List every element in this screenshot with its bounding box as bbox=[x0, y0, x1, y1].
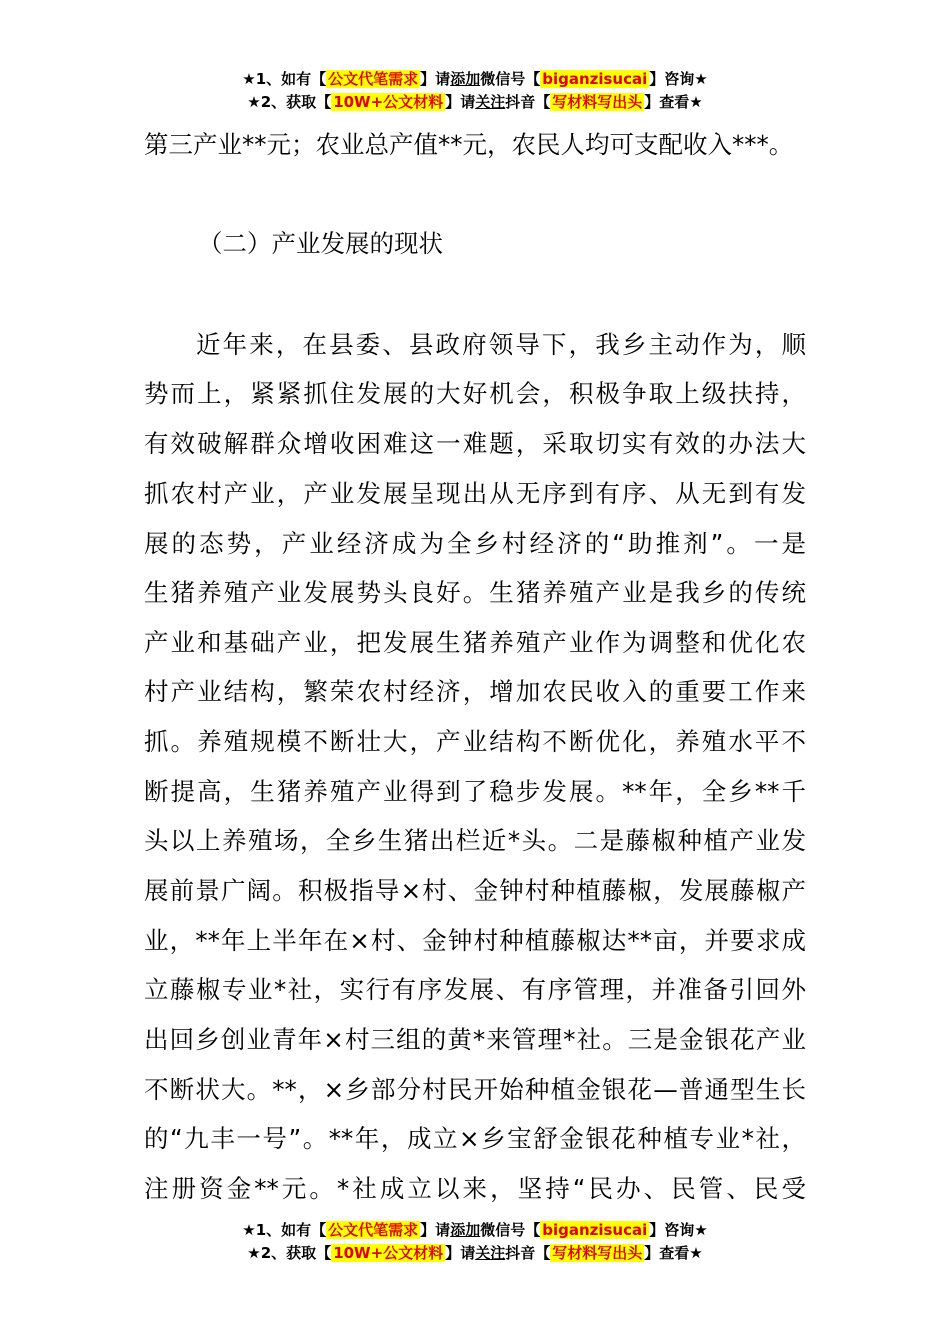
text-line: 立藤椒专业*社，实行有序发展、有序管理，并准备引回外 bbox=[144, 975, 806, 1004]
banner-text: 微信号【 bbox=[480, 70, 541, 88]
banner-line-2 bbox=[0, 1242, 950, 1265]
text-line: 注册资金**元。*社成立以来，坚持“民办、民管、民受 bbox=[144, 1174, 806, 1203]
highlight-text: 写材料写出头 bbox=[552, 93, 643, 111]
highlight-text: biganzisucai bbox=[542, 70, 648, 88]
section-heading: （二）产业发展的现状 bbox=[198, 229, 443, 258]
text-line: 有效破解群众增收困难这一难题，采取切实有效的办法大 bbox=[144, 429, 806, 458]
text-line: 业，**年上半年在×村、金钟村种植藤椒达**亩，并要求成 bbox=[144, 926, 806, 955]
text-line: 的“九丰一号”。**年，成立×乡宝舒金银花种植专业*社， bbox=[144, 1124, 806, 1153]
text-line: 抓。养殖规模不断壮大，产业结构不断优化，养殖水平不 bbox=[144, 727, 806, 756]
header-banner bbox=[0, 68, 950, 114]
text-line: 展的态势，产业经济成为全乡村经济的“助推剂”。一是 bbox=[144, 529, 806, 558]
banner-text: 】咨询★ bbox=[649, 70, 708, 88]
banner-text: 】请 bbox=[445, 1244, 476, 1262]
underlined-text: 添加 bbox=[450, 70, 481, 88]
banner-text: ★2、获取【 bbox=[247, 1244, 332, 1262]
highlight-text: biganzisucai bbox=[542, 1221, 648, 1239]
text-line: 村产业结构，繁荣农村经济，增加农民收入的重要工作来 bbox=[144, 677, 806, 706]
underlined-text: 关注 bbox=[475, 93, 506, 111]
underlined-text: 添加 bbox=[450, 1221, 481, 1239]
highlight-text: 公文代笔需求 bbox=[328, 1221, 419, 1239]
banner-text: 】咨询★ bbox=[649, 1221, 708, 1239]
highlight-text: 写材料写出头 bbox=[552, 1244, 643, 1262]
banner-line-2 bbox=[0, 91, 950, 114]
underlined-text: 关注 bbox=[475, 1244, 506, 1262]
text-line: 近年来，在县委、县政府领导下，我乡主动作为，顺 bbox=[196, 330, 806, 359]
banner-line-1 bbox=[0, 1219, 950, 1242]
banner-text: 】请 bbox=[445, 93, 476, 111]
banner-text: 】请 bbox=[420, 70, 451, 88]
banner-text: ★2、获取【 bbox=[247, 93, 332, 111]
highlight-text: 10W+公文材料 bbox=[333, 1244, 444, 1262]
banner-text: 抖音【 bbox=[505, 93, 551, 111]
banner-text: 】请 bbox=[420, 1221, 451, 1239]
highlight-text: 公文代笔需求 bbox=[328, 70, 419, 88]
footer-banner bbox=[0, 1219, 950, 1265]
banner-text: 微信号【 bbox=[480, 1221, 541, 1239]
banner-text: 】查看★ bbox=[644, 1244, 703, 1262]
text-line: 出回乡创业青年×村三组的黄*来管理*社。三是金银花产业 bbox=[144, 1025, 806, 1054]
text-line: 生猪养殖产业发展势头良好。生猪养殖产业是我乡的传统 bbox=[144, 578, 806, 607]
banner-text: ★1、如有【 bbox=[242, 70, 327, 88]
banner-text: 抖音【 bbox=[505, 1244, 551, 1262]
highlight-text: 10W+公文材料 bbox=[333, 93, 444, 111]
text-line: 头以上养殖场，全乡生猪出栏近*头。二是藤椒种植产业发 bbox=[144, 826, 806, 855]
text-line: 抓农村产业，产业发展呈现出从无序到有序、从无到有发 bbox=[144, 479, 806, 508]
text-line: 势而上，紧紧抓住发展的大好机会，积极争取上级扶持， bbox=[144, 379, 806, 408]
text-line: 第三产业**元；农业总产值**元，农民人均可支配收入***。 bbox=[144, 130, 794, 159]
text-line: 断提高，生猪养殖产业得到了稳步发展。**年，全乡**千 bbox=[144, 777, 806, 806]
banner-text: ★1、如有【 bbox=[242, 1221, 327, 1239]
banner-line-1 bbox=[0, 68, 950, 91]
text-line: 产业和基础产业，把发展生猪养殖产业作为调整和优化农 bbox=[144, 628, 806, 657]
text-line: 不断状大。**，×乡部分村民开始种植金银花—普通型生长 bbox=[144, 1075, 806, 1104]
banner-text: 】查看★ bbox=[644, 93, 703, 111]
text-line: 展前景广阔。积极指导×村、金钟村种植藤椒，发展藤椒产 bbox=[144, 876, 806, 905]
